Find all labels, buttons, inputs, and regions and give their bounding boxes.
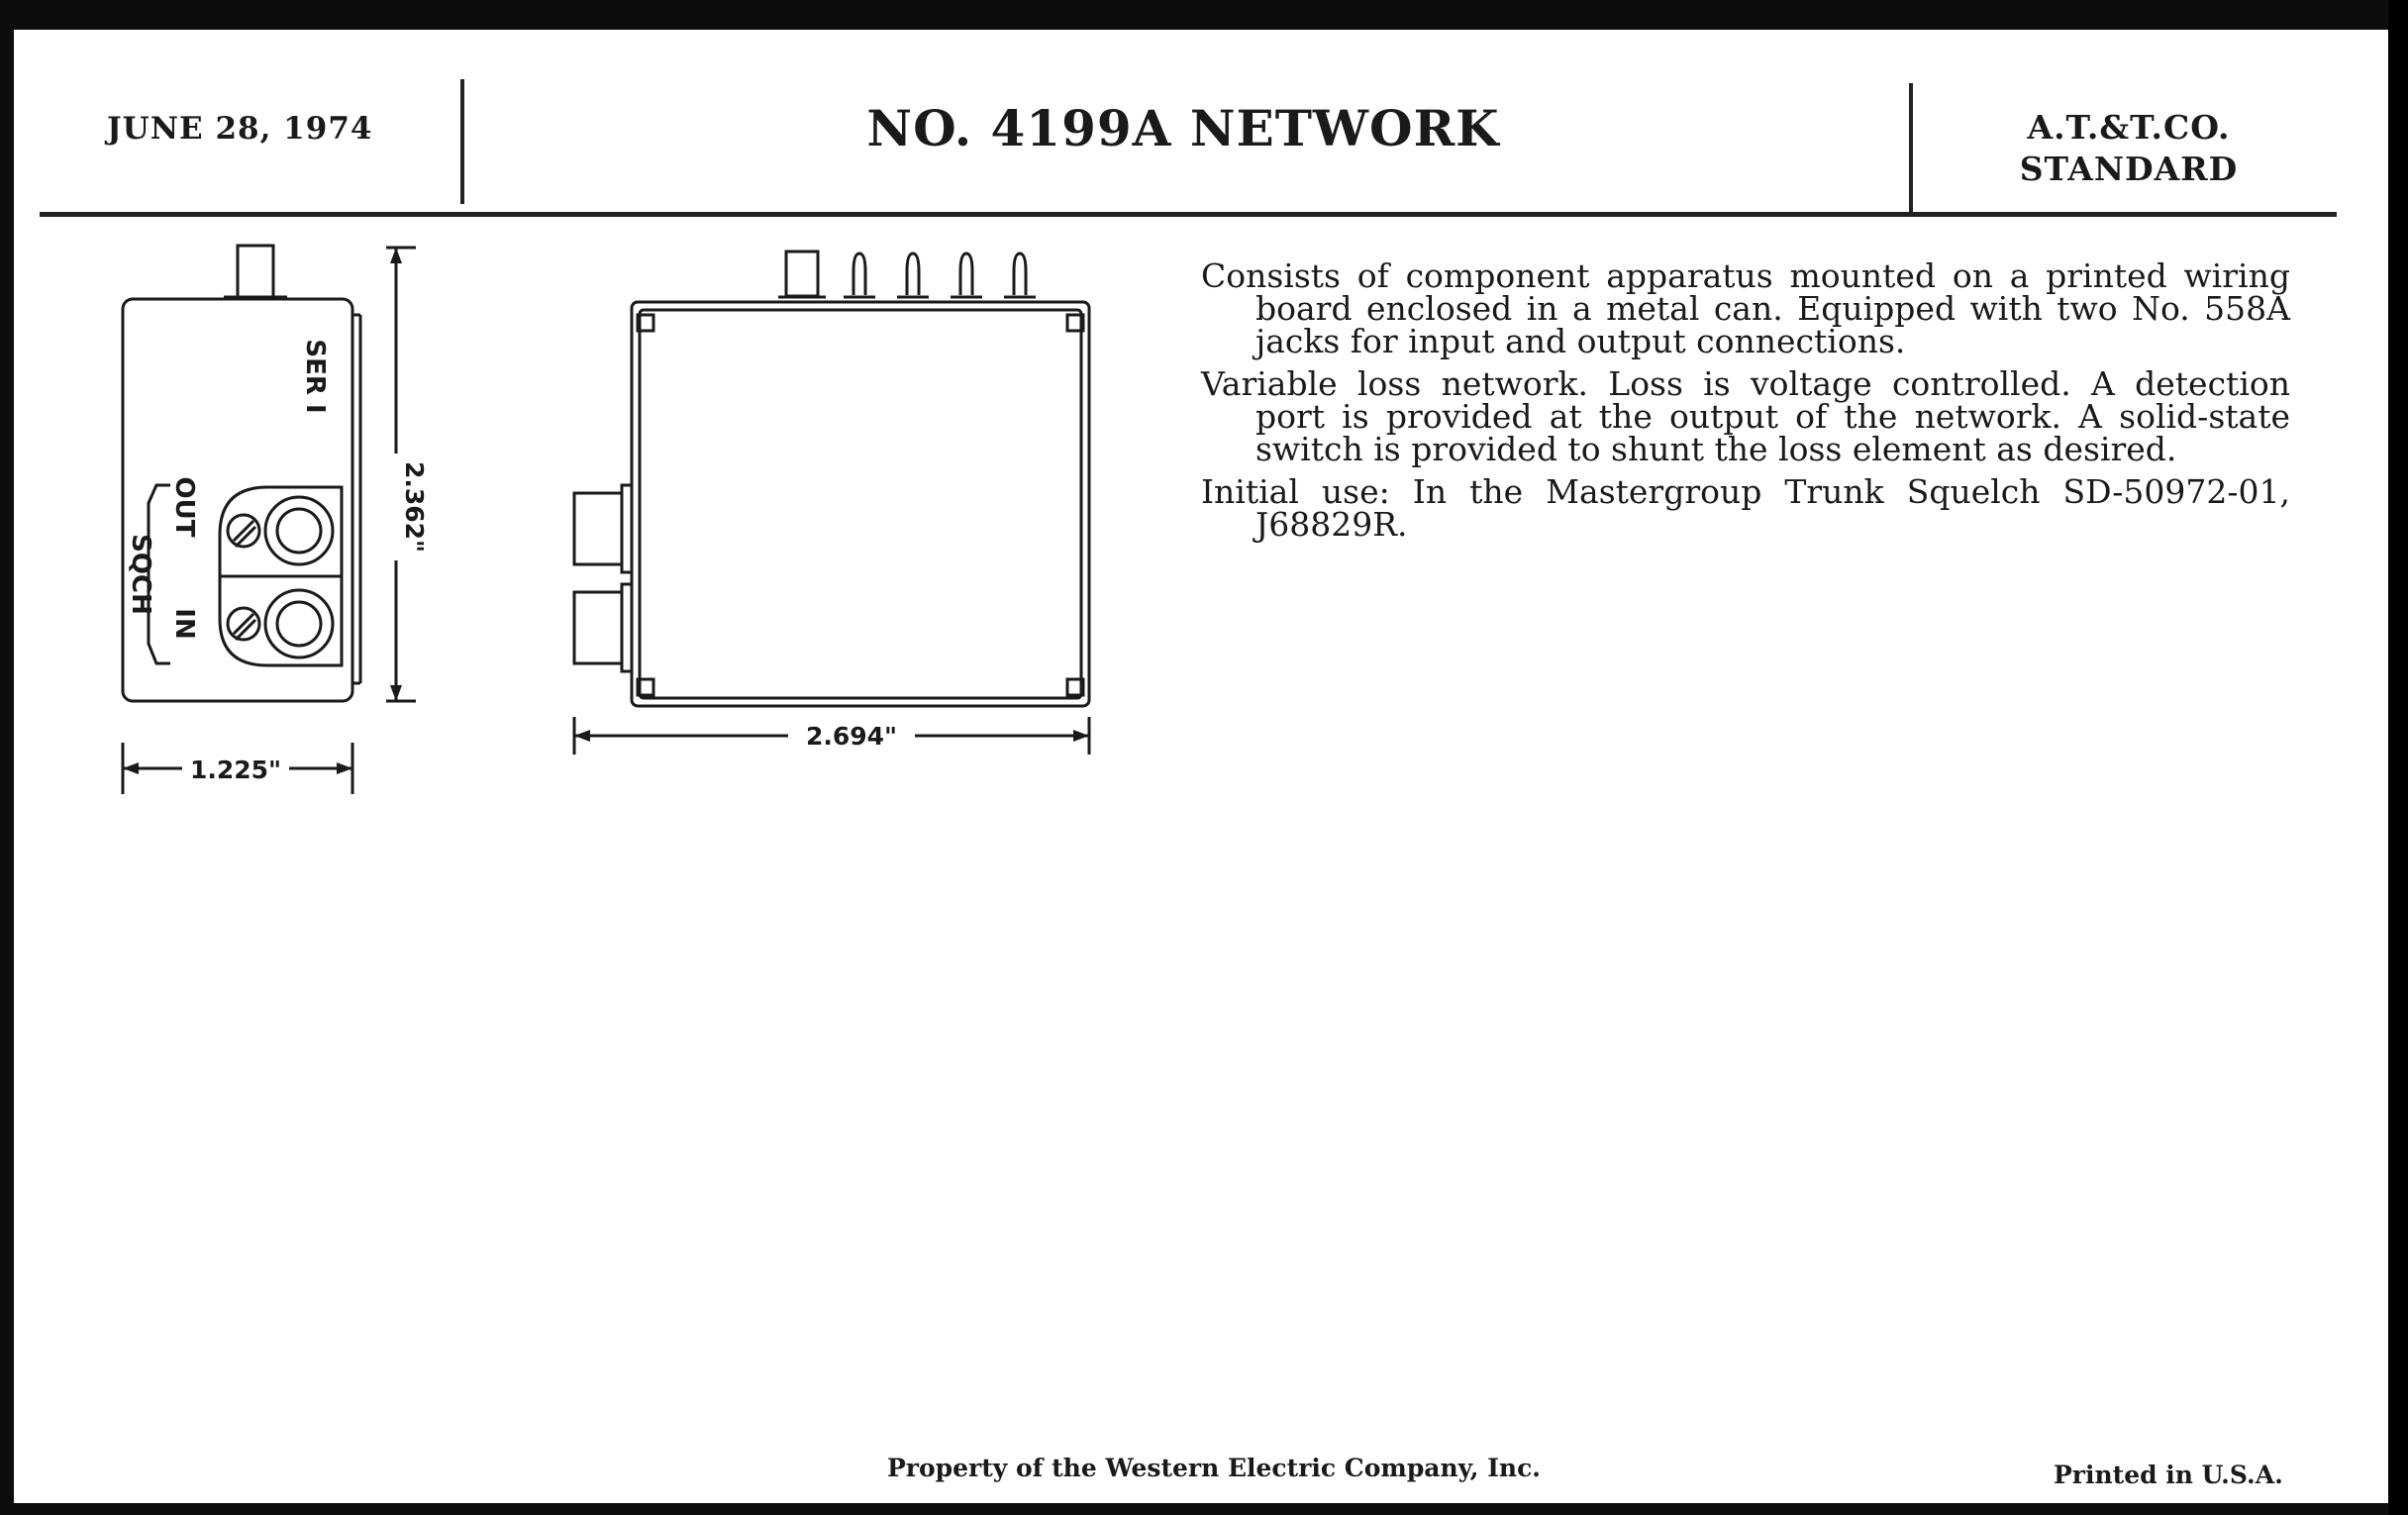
- front-connector: [786, 252, 818, 296]
- dim-height: 2.362": [400, 460, 429, 554]
- description-paragraph: Variable loss network. Loss is voltage controlled. A detection port is provided at the output of the network. A solid-state switch is provided to shunt the loss element as desired.: [1201, 364, 2290, 468]
- description: [1201, 256, 2290, 551]
- standard-label: STANDARD: [2019, 150, 2239, 188]
- dim-width-side: 1.225": [189, 756, 282, 784]
- terminal-pin: [960, 253, 972, 295]
- standard-block: [1911, 107, 2347, 190]
- description-paragraph: Initial use: In the Mastergroup Trunk Squelch SD-50972-01, J68829R.: [1201, 472, 2290, 544]
- in-jack: [265, 590, 333, 657]
- mechanical-drawing: [0, 0, 1188, 822]
- out-jack: [265, 497, 333, 564]
- page-title: NO. 4199A NETWORK: [866, 99, 1500, 157]
- scan-edge: [2388, 0, 2408, 1515]
- issue-date: JUNE 28, 1974: [107, 111, 373, 147]
- out-label: OUT: [169, 476, 199, 538]
- ser-label: SER I: [300, 339, 330, 414]
- front-jack-in: [574, 592, 622, 663]
- sqch-label: SQCH: [126, 534, 155, 615]
- side-connector: [238, 246, 273, 297]
- in-label: IN: [169, 608, 199, 640]
- property-notice: Property of the Western Electric Company, Inc.: [887, 1454, 1542, 1482]
- front-view-body: [632, 302, 1089, 706]
- terminal-pin: [853, 253, 865, 295]
- printed-notice: Printed in U.S.A.: [2054, 1461, 2283, 1489]
- description-paragraph: Consists of component apparatus mounted on a printed wiring board enclosed in a metal can. Equipped with two No. 558A jacks for input and output connections.: [1201, 256, 2290, 360]
- dim-width-front: 2.694": [805, 722, 898, 751]
- org-name: A.T.&T.CO.: [2027, 108, 2231, 147]
- terminal-pin: [1014, 253, 1026, 295]
- front-jack-out: [574, 493, 622, 564]
- terminal-pin: [907, 253, 919, 295]
